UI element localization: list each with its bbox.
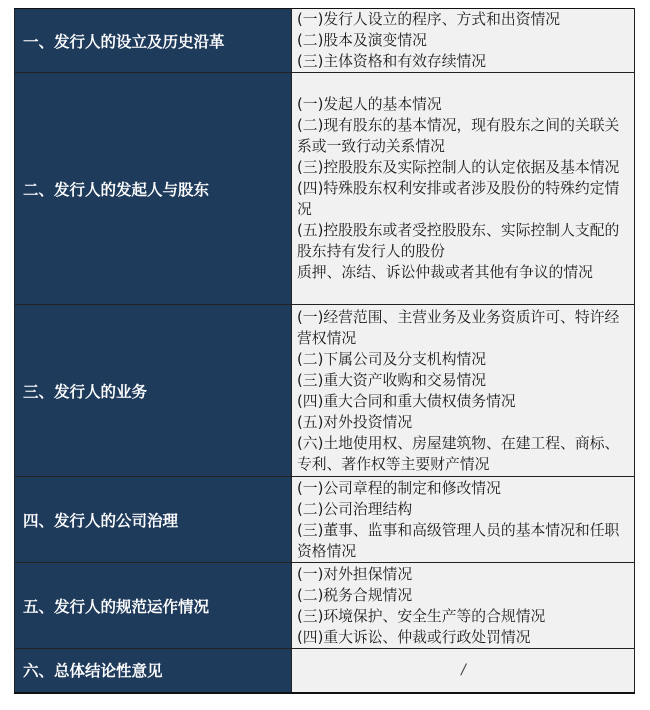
list-item: (一)公司章程的制定和修改情况: [297, 479, 501, 497]
due-diligence-table: [14, 8, 635, 694]
list-item: (六)土地使用权、房屋建筑物、在建工程、商标、专利、著作权等主要财产情况: [297, 434, 620, 473]
list-item: (三)主体资格和有效存续情况: [297, 53, 487, 70]
list-item: (二)税务合规情况: [297, 586, 413, 604]
items-cell: [292, 9, 635, 73]
list-item: (五)控股股东或者受控股股东、实际控制人支配的股东持有发行人的股份: [297, 222, 620, 260]
list-item: (三)重大资产收购和交易情况: [297, 371, 487, 389]
table-row: [15, 563, 635, 649]
list-item: (二)股本及演变情况: [297, 32, 427, 49]
list-item: (一)发起人的基本情况: [297, 96, 442, 113]
table-row: [15, 477, 635, 563]
list-item: (四)特殊股东权利安排或者涉及股份的特殊约定情况: [297, 180, 620, 218]
list-item: (二)公司治理结构: [297, 500, 413, 518]
category-cell: 一、发行人的设立及历史沿革: [15, 9, 292, 73]
list-item: (四)重大合同和重大债权债务情况: [297, 392, 516, 410]
items-cell: [292, 305, 635, 477]
list-item: (三)董事、监事和高级管理人员的基本情况和任职资格情况: [297, 521, 620, 560]
category-cell: 二、发行人的发起人与股东: [15, 73, 292, 305]
list-item: (二)下属公司及分支机构情况: [297, 350, 487, 368]
table-row: [15, 305, 635, 477]
table-row: [15, 9, 635, 73]
table-row: [15, 649, 635, 693]
items-cell: [292, 73, 635, 305]
category-cell: 六、总体结论性意见: [15, 649, 292, 693]
list-item: (一)对外担保情况: [297, 565, 413, 583]
category-cell: 五、发行人的规范运作情况: [15, 563, 292, 649]
category-cell: 四、发行人的公司治理: [15, 477, 292, 563]
list-item: (三)控股股东及实际控制人的认定依据及基本情况: [297, 159, 620, 176]
list-item: (一)经营范围、主营业务及业务资质许可、特许经营权情况: [297, 308, 620, 347]
list-item: (二)现有股东的基本情况，现有股东之间的关联关系或一致行动关系情况: [297, 117, 620, 155]
list-item: (一)发行人设立的程序、方式和出资情况: [297, 11, 561, 28]
table-row: [15, 73, 635, 305]
category-cell: 三、发行人的业务: [15, 305, 292, 477]
list-item: (四)重大诉讼、仲裁或行政处罚情况: [297, 628, 531, 646]
conclusion-value: /: [292, 649, 635, 693]
list-item: 质押、冻结、诉讼仲裁或者其他有争议的情况: [297, 264, 593, 281]
list-item: (三)环境保护、安全生产等的合规情况: [297, 607, 546, 625]
items-cell: [292, 477, 635, 563]
list-item: (五)对外投资情况: [297, 413, 413, 431]
items-cell: [292, 563, 635, 649]
